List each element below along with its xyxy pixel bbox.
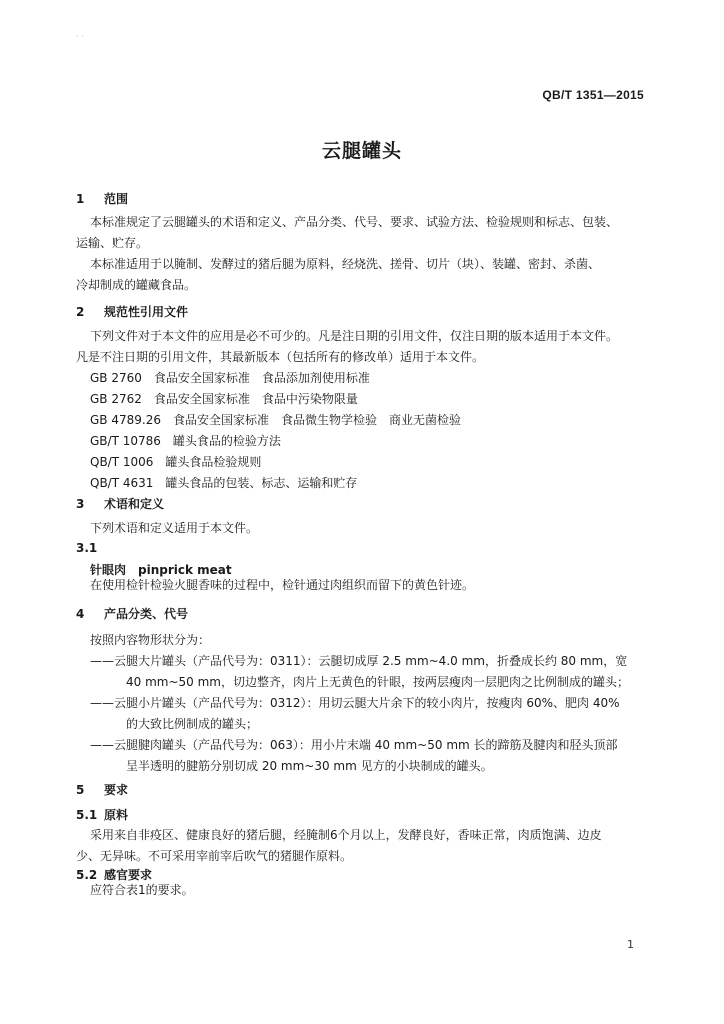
section-2-heading (76, 303, 188, 320)
section-number: 4 (76, 607, 85, 621)
product-item-1-line-2: 40 mm~50 mm，切边整齐，肉片上无黄色的针眼，按两层瘦肉一层肥肉之比例制成的罐头； (126, 675, 629, 689)
reference-item: GB 2760 食品安全国家标准 食品添加剂使用标准 (90, 371, 370, 385)
subsection-number: 5.1 (76, 808, 98, 822)
reference-item: GB 2762 食品安全国家标准 食品中污染物限量 (90, 392, 358, 406)
subsection-title: 感官要求 (104, 868, 153, 882)
product-item-3-line-2: 呈半透明的腱筋分别切成 20 mm~30 mm 见方的小块制成的罐头。 (126, 759, 493, 773)
reference-item: QB/T 4631 罐头食品的包装、标志、运输和贮存 (90, 476, 358, 490)
standard-code: QB/T 1351—2015 (542, 88, 644, 102)
section-title: 规范性引用文件 (104, 305, 189, 319)
s4-intro: 按照内容物形状分为： (90, 633, 211, 647)
section-3-heading (76, 495, 164, 512)
scan-speck: · · (76, 32, 84, 41)
subsection-number: 3.1 (76, 541, 98, 555)
s51-line-1: 采用来自非疫区、健康良好的猪后腿，经腌制6个月以上，发酵良好，香味正常，肉质饱满、边皮 (90, 828, 602, 842)
document-title: 云腿罐头 (321, 140, 402, 162)
section-title: 术语和定义 (104, 497, 165, 511)
term-heading: 针眼肉 pinprick meat (90, 563, 232, 577)
s1-paragraph-1-line-2: 运输、贮存。 (76, 236, 149, 250)
subsection-5-1-heading (76, 806, 128, 823)
page-number: 1 (627, 938, 634, 951)
reference-item: QB/T 1006 罐头食品检验规则 (90, 455, 262, 469)
section-1-heading (76, 190, 128, 207)
reference-item: GB/T 10786 罐头食品的检验方法 (90, 434, 281, 448)
s3-intro: 下列术语和定义适用于本文件。 (90, 521, 259, 535)
s2-paragraph-line-1: 下列文件对于本文件的应用是必不可少的。凡是注日期的引用文件，仅注日期的版本适用于本文件。 (90, 329, 619, 343)
s1-paragraph-2-line-1: 本标准适用于以腌制、发酵过的猪后腿为原料，经烧洗、搓骨、切片（块）、装罐、密封、杀菌、 (90, 257, 601, 271)
section-title: 要求 (104, 783, 129, 797)
section-title: 产品分类、代号 (104, 607, 189, 621)
s1-paragraph-1-line-1: 本标准规定了云腿罐头的术语和定义、产品分类、代号、要求、试验方法、检验规则和标志、包装、 (90, 215, 619, 229)
section-number: 3 (76, 497, 85, 511)
s52-text: 应符合表1的要求。 (90, 883, 194, 897)
section-number: 1 (76, 192, 85, 206)
section-number: 2 (76, 305, 85, 319)
product-item-2-line-2: 的大致比例制成的罐头； (126, 717, 259, 731)
section-title: 范围 (104, 192, 129, 206)
product-item-2-line-1: ——云腿小片罐头（产品代号为：0312）：用切云腿大片余下的较小肉片，按瘦肉 60%、肥肉 40% (90, 696, 620, 710)
product-item-1-line-1: ——云腿大片罐头（产品代号为：0311）：云腿切成厚 2.5 mm~4.0 mm，折叠成长约 80 mm，宽 (90, 654, 628, 668)
s2-paragraph-line-2: 凡是不注日期的引用文件，其最新版本（包括所有的修改单）适用于本文件。 (76, 350, 485, 364)
s1-paragraph-2-line-2: 冷却制成的罐藏食品。 (76, 278, 197, 292)
s51-line-2: 少、无异味。不可采用宰前宰后吹气的猪腿作原料。 (76, 849, 353, 863)
section-number: 5 (76, 783, 85, 797)
subsection-title: 原料 (104, 808, 129, 822)
subsection-number: 5.2 (76, 868, 98, 882)
reference-item: GB 4789.26 食品安全国家标准 食品微生物学检验 商业无菌检验 (90, 413, 461, 427)
section-5-heading (76, 781, 128, 798)
term-definition: 在使用检针检验火腿香味的过程中，检针通过肉组织而留下的黄色针迹。 (90, 578, 475, 592)
section-4-heading (76, 605, 188, 622)
product-item-3-line-1: ——云腿腱肉罐头（产品代号为：063）：用小片末端 40 mm~50 mm 长的蹄筋及腱肉和胫头顶部 (90, 738, 618, 752)
